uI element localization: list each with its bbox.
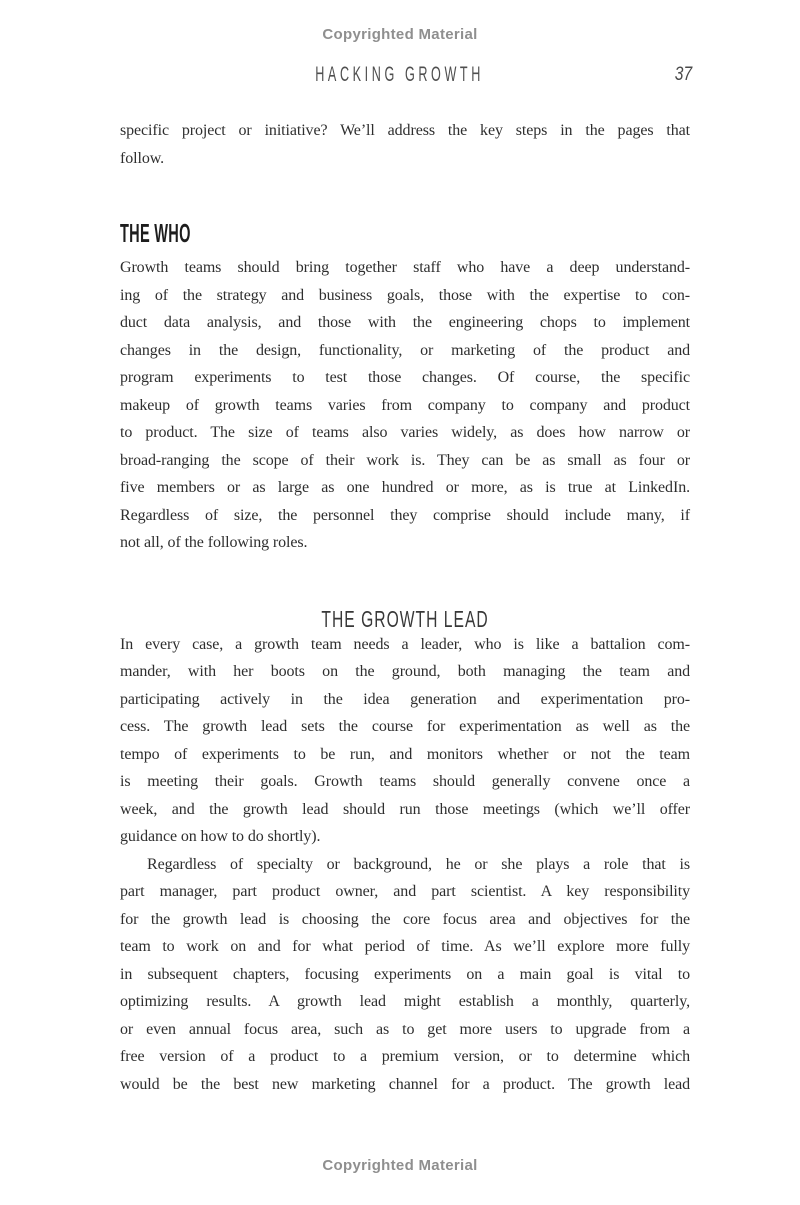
text-line: for the growth lead is choosing the core focus area and objectives for the bbox=[120, 910, 690, 928]
text-line: or even annual focus area, such as to get more users to upgrade from a bbox=[120, 1020, 690, 1038]
paragraph-intro-continuation bbox=[120, 117, 690, 172]
text-line: changes in the design, functionality, or marketing of the product and bbox=[120, 341, 690, 359]
text-line: part manager, part product owner, and part scientist. A key responsibility bbox=[120, 883, 690, 900]
subsection-heading-text: THE GROWTH LEAD bbox=[321, 605, 489, 632]
text-line: would be the best new marketing channel for a product. The growth lead bbox=[120, 1075, 690, 1093]
section-heading-the-who bbox=[120, 220, 690, 246]
text-line: five members or as large as one hundred or more, as is true at LinkedIn. bbox=[120, 479, 690, 496]
paragraph-growth-lead-role bbox=[120, 631, 690, 851]
text-line: follow. bbox=[120, 149, 165, 167]
text-line: broad-ranging the scope of their work is. They can be as small as four or bbox=[120, 451, 690, 469]
text-line: specific project or initiative? We’ll address the key steps in the pages that bbox=[120, 122, 690, 139]
text-line: mander, with her boots on the ground, both managing the team and bbox=[120, 663, 690, 680]
text-line: is meeting their goals. Growth teams should generally convene once a bbox=[120, 773, 690, 790]
text-line: ing of the strategy and business goals, those with the expertise to con- bbox=[120, 286, 690, 304]
text-line: participating actively in the idea generation and experimentation pro- bbox=[120, 690, 690, 708]
text-line: Regardless of size, the personnel they comprise should include many, if bbox=[120, 506, 690, 524]
subsection-heading-growth-lead bbox=[120, 607, 690, 631]
paragraph-growth-lead-focus bbox=[120, 851, 690, 1099]
text-line: free version of a product to a premium version, or to determine which bbox=[120, 1048, 690, 1065]
page-number: 37 bbox=[674, 64, 692, 85]
text-line: to product. The size of teams also varies widely, as does how narrow or bbox=[120, 424, 690, 441]
text-line: guidance on how to do shortly). bbox=[120, 828, 321, 845]
text-line: In every case, a growth team needs a leader, who is like a battalion com- bbox=[120, 635, 690, 653]
text-line: Growth teams should bring together staff who have a deep understand- bbox=[120, 259, 690, 276]
text-line: team to work on and for what period of time. As we’ll explore more fully bbox=[120, 938, 690, 955]
text-line: makeup of growth teams varies from company to company and product bbox=[120, 396, 690, 414]
section-heading-text: THE WHO bbox=[120, 218, 191, 248]
text-line: tempo of experiments to be run, and monitors whether or not the team bbox=[120, 745, 690, 763]
text-line: not all, of the following roles. bbox=[120, 534, 308, 551]
paragraph-team-composition bbox=[120, 254, 690, 557]
text-line: program experiments to test those changes. Of course, the specific bbox=[120, 369, 690, 386]
page-body bbox=[0, 117, 800, 1098]
running-header bbox=[0, 63, 800, 87]
text-line: in subsequent chapters, focusing experiments on a main goal is vital to bbox=[120, 965, 690, 983]
text-line: week, and the growth lead should run those meetings (which we’ll offer bbox=[120, 800, 690, 818]
copyright-notice-bottom: Copyrighted Material bbox=[322, 1157, 478, 1174]
running-header-title: HACKING GROWTH bbox=[315, 63, 485, 86]
copyright-notice-top: Copyrighted Material bbox=[322, 26, 478, 43]
text-line: duct data analysis, and those with the engineering chops to implement bbox=[120, 314, 690, 331]
text-line: optimizing results. A growth lead might establish a monthly, quarterly, bbox=[120, 993, 690, 1010]
text-line: cess. The growth lead sets the course for experimentation as well as the bbox=[120, 718, 690, 735]
text-line: Regardless of specialty or background, he or she plays a role that is bbox=[147, 855, 690, 873]
